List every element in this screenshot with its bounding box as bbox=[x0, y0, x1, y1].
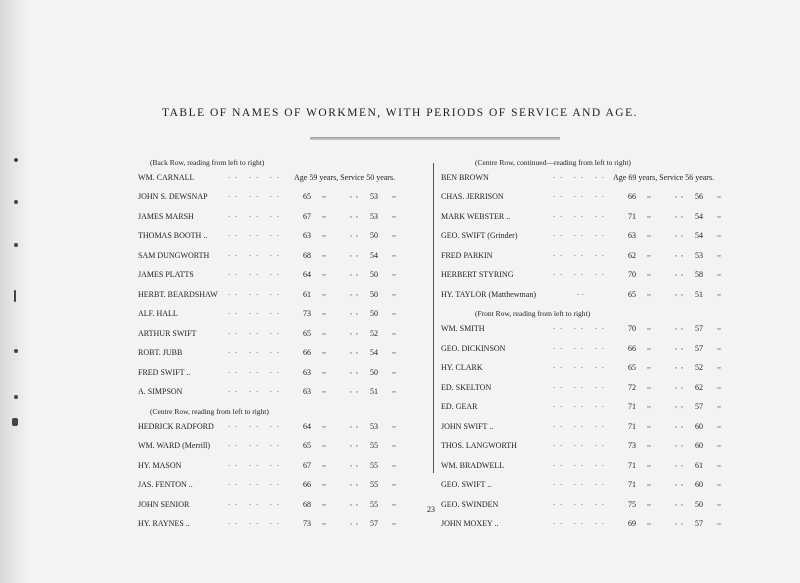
ditto-mark: ,, bbox=[675, 458, 687, 468]
ditto-mark: ,, bbox=[350, 365, 362, 375]
ditto-mark: ,, bbox=[675, 517, 687, 526]
workman-name: GEO. SWIFT (Grinder) bbox=[441, 231, 518, 240]
ditto-mark: ,, bbox=[392, 346, 396, 355]
workman-service: 57 bbox=[370, 519, 378, 528]
workman-age: 70 bbox=[628, 324, 636, 333]
ditto-mark: ,, bbox=[717, 268, 721, 277]
ditto-mark: ,, bbox=[350, 517, 362, 526]
workman-name: WM. BRADWELL bbox=[441, 460, 505, 470]
ditto-mark: ,, bbox=[350, 478, 362, 487]
leader-dots: .. .. .. bbox=[228, 346, 284, 355]
workman-row bbox=[441, 287, 745, 310]
leader-dots: .. .. .. bbox=[553, 458, 609, 468]
ditto-mark: ,, bbox=[350, 439, 362, 448]
workman-name: HY. TAYLOR (Matthewman) bbox=[441, 289, 536, 299]
ditto-mark: ,, bbox=[675, 229, 687, 238]
workman-service: 50 bbox=[370, 309, 378, 318]
workman-age: 73 bbox=[628, 441, 636, 450]
workman-name: CHAS. JERRISON bbox=[441, 192, 504, 201]
workman-age: 65 bbox=[303, 192, 311, 201]
ditto-mark: ,, bbox=[322, 478, 326, 487]
workman-service: 53 bbox=[370, 211, 378, 221]
workman-age: 67 bbox=[303, 211, 311, 221]
workman-name: HY. CLARK bbox=[441, 363, 483, 372]
leader-dots: .. .. .. bbox=[553, 400, 609, 409]
leader-dots: .. .. .. bbox=[228, 190, 284, 199]
ditto-mark: ,, bbox=[717, 322, 721, 331]
workman-name: GEO. SWINDEN bbox=[441, 499, 499, 509]
leader-dots: .. .. .. bbox=[228, 365, 284, 375]
ditto-mark: ,, bbox=[675, 439, 687, 448]
ditto-mark: ,, bbox=[717, 439, 721, 448]
ditto-mark: ,, bbox=[392, 268, 396, 277]
ditto-mark: ,, bbox=[322, 209, 326, 219]
leader-dots: .. .. .. bbox=[553, 209, 609, 219]
ditto-mark: ,, bbox=[322, 385, 326, 394]
ditto-mark: ,, bbox=[350, 287, 362, 297]
ditto-mark: ,, bbox=[392, 287, 396, 297]
ditto-mark: ,, bbox=[675, 341, 687, 351]
left-column bbox=[130, 158, 420, 539]
ditto-mark: ,, bbox=[350, 209, 362, 219]
workman-service: 57 bbox=[695, 343, 703, 353]
workman-service: 50 bbox=[370, 367, 378, 377]
ditto-mark: ,, bbox=[675, 478, 687, 487]
ditto-mark: ,, bbox=[647, 209, 651, 219]
workman-service: 51 bbox=[370, 387, 378, 396]
workman-service: 57 bbox=[695, 402, 703, 411]
workman-service: 55 bbox=[370, 499, 378, 509]
ditto-mark: ,, bbox=[350, 190, 362, 199]
section-heading-front-row: (Front Row, reading from left to right) bbox=[475, 309, 591, 318]
ditto-mark: ,, bbox=[350, 346, 362, 355]
ditto-mark: ,, bbox=[717, 341, 721, 351]
page-title: TABLE OF NAMES OF WORKMEN, WITH PERIODS OF SERVICE AND AGE. bbox=[162, 107, 638, 119]
ditto-mark: ,, bbox=[322, 365, 326, 375]
workman-name: GEO. DICKINSON bbox=[441, 343, 506, 353]
ditto-mark: ,, bbox=[675, 497, 687, 507]
leader-dots: .. .. .. bbox=[553, 268, 609, 277]
ditto-mark: ,, bbox=[717, 287, 721, 297]
section-heading-centre-row: (Centre Row, reading from left to right) bbox=[150, 406, 269, 416]
workman-service: 50 bbox=[370, 231, 378, 240]
workman-name: ARTHUR SWIFT bbox=[138, 328, 197, 338]
ditto-mark: ,, bbox=[717, 419, 721, 429]
workman-service: 58 bbox=[695, 270, 703, 279]
workman-name: THOS. LANGWORTH bbox=[441, 441, 517, 450]
ditto-mark: ,, bbox=[717, 229, 721, 238]
workman-age: 64 bbox=[303, 421, 311, 431]
workman-age: 68 bbox=[303, 499, 311, 509]
ditto-mark: ,, bbox=[350, 419, 362, 429]
workman-service: 55 bbox=[370, 480, 378, 489]
section-heading-centre-row-continued: (Centre Row, continued—reading from left to right) bbox=[475, 158, 631, 167]
workman-service: 57 bbox=[695, 324, 703, 333]
workman-age: 73 bbox=[303, 309, 311, 318]
workman-service: 51 bbox=[695, 289, 703, 299]
ditto-mark: ,, bbox=[392, 365, 396, 375]
workman-service: 50 bbox=[370, 270, 378, 279]
leader-dots: .. .. .. bbox=[553, 380, 609, 390]
ditto-mark: ,, bbox=[322, 517, 326, 526]
workman-name: HEDRICK RADFORD bbox=[138, 421, 214, 431]
leader-dots: .. .. .. bbox=[228, 458, 284, 468]
centre-row-list bbox=[130, 419, 420, 539]
ditto-mark: ,, bbox=[392, 497, 396, 507]
ditto-mark: ,, bbox=[717, 190, 721, 199]
ditto-mark: ,, bbox=[675, 209, 687, 219]
workman-age: 63 bbox=[303, 231, 311, 240]
ditto-mark: ,, bbox=[647, 361, 651, 370]
binding-mark bbox=[14, 243, 18, 247]
workman-age: 66 bbox=[303, 348, 311, 357]
workman-service: 54 bbox=[695, 211, 703, 221]
ditto-mark: ,, bbox=[647, 248, 651, 258]
ditto-mark: ,, bbox=[647, 322, 651, 331]
workman-service: 60 bbox=[695, 421, 703, 431]
ditto-mark: ,, bbox=[717, 517, 721, 526]
workman-name: ROBT. JUBB bbox=[138, 348, 183, 357]
ditto-mark: ,, bbox=[647, 287, 651, 297]
ditto-mark: ,, bbox=[647, 400, 651, 409]
ditto-mark: ,, bbox=[322, 346, 326, 355]
ditto-mark: ,, bbox=[392, 478, 396, 487]
right-column bbox=[441, 158, 745, 539]
ditto-mark: ,, bbox=[717, 248, 721, 258]
leader-dots: .. .. .. bbox=[553, 478, 609, 487]
leader-dots: .. .. .. bbox=[553, 517, 609, 526]
leader-dots: .. .. .. bbox=[228, 419, 284, 429]
page-number: 23 bbox=[427, 505, 435, 514]
ditto-mark: ,, bbox=[392, 229, 396, 238]
ditto-mark: ,, bbox=[322, 248, 326, 258]
leader-dots: .. .. .. bbox=[228, 229, 284, 238]
ditto-mark: ,, bbox=[392, 439, 396, 448]
workman-row bbox=[441, 171, 745, 185]
workman-name: FRED PARKIN bbox=[441, 250, 493, 260]
ditto-mark: ,, bbox=[675, 400, 687, 409]
workman-name: JOHN MOXEY .. bbox=[441, 519, 499, 528]
workman-name: ED. GEAR bbox=[441, 402, 478, 411]
ditto-mark: ,, bbox=[675, 268, 687, 277]
ditto-mark: ,, bbox=[392, 517, 396, 526]
workman-row bbox=[130, 173, 420, 185]
binding-mark bbox=[14, 200, 18, 204]
workman-name: MARK WEBSTER .. bbox=[441, 211, 511, 221]
leader-dots: .. .. .. bbox=[553, 229, 609, 238]
ditto-mark: ,, bbox=[350, 229, 362, 238]
leader-dots: .. .. .. bbox=[228, 171, 284, 180]
ditto-mark: ,, bbox=[647, 497, 651, 507]
leader-dots: .. .. .. bbox=[553, 190, 609, 199]
workman-age: 65 bbox=[303, 441, 311, 450]
workman-name: WM. SMITH bbox=[441, 324, 485, 333]
ditto-mark: ,, bbox=[392, 248, 396, 258]
binding-mark bbox=[14, 395, 18, 399]
workman-name: HERBT. BEARDSHAW bbox=[138, 289, 218, 299]
title-rule bbox=[310, 137, 560, 140]
ditto-mark: ,, bbox=[647, 458, 651, 468]
ditto-mark: ,, bbox=[322, 419, 326, 429]
ditto-mark: ,, bbox=[647, 517, 651, 526]
ditto-mark: ,, bbox=[392, 385, 396, 394]
ditto-mark: ,, bbox=[350, 497, 362, 507]
workman-age: 75 bbox=[628, 499, 636, 509]
workman-service: 55 bbox=[370, 460, 378, 470]
workman-age: 73 bbox=[303, 519, 311, 528]
ditto-mark: ,, bbox=[675, 361, 687, 370]
workman-name: JAMES MARSH bbox=[138, 211, 194, 221]
ditto-mark: ,, bbox=[322, 229, 326, 238]
workman-service: 50 bbox=[370, 289, 378, 299]
workman-age: 64 bbox=[303, 270, 311, 279]
ditto-mark: ,, bbox=[322, 287, 326, 297]
ditto-mark: ,, bbox=[392, 209, 396, 219]
workman-service: 50 bbox=[695, 499, 703, 509]
ditto-mark: ,, bbox=[675, 380, 687, 390]
ditto-mark: ,, bbox=[392, 190, 396, 199]
leader-dots: .. .. .. bbox=[553, 361, 609, 370]
ditto-mark: ,, bbox=[322, 268, 326, 277]
binding-mark bbox=[14, 290, 16, 302]
ditto-mark: ,, bbox=[322, 497, 326, 507]
workman-age: 62 bbox=[628, 250, 636, 260]
column-divider bbox=[433, 163, 434, 473]
leader-dots: .. .. .. bbox=[228, 439, 284, 448]
ditto-mark: ,, bbox=[717, 478, 721, 487]
ditto-mark: ,, bbox=[647, 268, 651, 277]
workman-age: 63 bbox=[303, 387, 311, 396]
workman-service: 53 bbox=[370, 192, 378, 201]
ditto-mark: ,, bbox=[717, 361, 721, 370]
workman-service: 55 bbox=[370, 441, 378, 450]
workman-age: 65 bbox=[303, 328, 311, 338]
binding-mark bbox=[14, 158, 18, 162]
workman-row bbox=[130, 387, 420, 407]
ditto-mark: ,, bbox=[322, 458, 326, 468]
workman-name: THOMAS BOOTH .. bbox=[138, 231, 208, 240]
ditto-mark: ,, bbox=[322, 326, 326, 336]
ditto-mark: ,, bbox=[392, 326, 396, 336]
ditto-mark: ,, bbox=[350, 307, 362, 316]
workman-name: WM. WARD (Merrill) bbox=[138, 441, 211, 450]
ditto-mark: ,, bbox=[647, 229, 651, 238]
ditto-mark: ,, bbox=[647, 380, 651, 390]
workman-name: JOHN SWIFT .. bbox=[441, 421, 494, 431]
workman-service: 60 bbox=[695, 441, 703, 450]
ditto-mark: ,, bbox=[647, 341, 651, 351]
leader-dots: .. .. .. bbox=[228, 307, 284, 316]
workman-name: GEO. SWIFT .. bbox=[441, 480, 492, 489]
workman-age: 70 bbox=[628, 270, 636, 279]
binding-mark bbox=[12, 418, 18, 426]
workman-name: A. SIMPSON bbox=[138, 387, 183, 396]
ditto-mark: ,, bbox=[675, 287, 687, 297]
leader-dots: .. .. .. bbox=[553, 497, 609, 507]
workman-name: HY. MASON bbox=[138, 460, 182, 470]
age-service-text: Age 59 years, Service 50 years. bbox=[294, 173, 396, 182]
section-heading-back-row: (Back Row, reading from left to right) bbox=[150, 158, 265, 167]
workman-age: 68 bbox=[303, 250, 311, 260]
ditto-mark: ,, bbox=[717, 497, 721, 507]
workman-row bbox=[441, 517, 745, 539]
workman-service: 60 bbox=[695, 480, 703, 489]
leader-dots: .. .. .. bbox=[553, 322, 609, 331]
workman-age: 65 bbox=[628, 289, 636, 299]
ditto-mark: ,, bbox=[647, 439, 651, 448]
workman-age: 71 bbox=[628, 480, 636, 489]
ditto-mark: ,, bbox=[717, 458, 721, 468]
workman-service: 53 bbox=[370, 421, 378, 431]
ditto-mark: ,, bbox=[717, 209, 721, 219]
workman-service: 54 bbox=[370, 348, 378, 357]
workman-age: 63 bbox=[628, 231, 636, 240]
workman-name: JAMES PLATTS bbox=[138, 270, 194, 279]
workman-age: 71 bbox=[628, 402, 636, 411]
workman-service: 54 bbox=[695, 231, 703, 240]
workman-service: 61 bbox=[695, 460, 703, 470]
workman-age: 66 bbox=[303, 480, 311, 489]
workman-service: 57 bbox=[695, 519, 703, 528]
workman-name: ALF. HALL bbox=[138, 309, 178, 318]
workman-row bbox=[441, 268, 745, 290]
leader-dots: .. .. .. bbox=[228, 326, 284, 336]
binding-mark bbox=[14, 349, 18, 353]
workman-age: 67 bbox=[303, 460, 311, 470]
workman-service: 54 bbox=[370, 250, 378, 260]
workman-name: ED. SKELTON bbox=[441, 382, 492, 392]
ditto-mark: ,, bbox=[350, 385, 362, 394]
ditto-mark: ,, bbox=[647, 190, 651, 199]
ditto-mark: ,, bbox=[717, 380, 721, 390]
ditto-mark: ,, bbox=[392, 458, 396, 468]
ditto-mark: ,, bbox=[392, 419, 396, 429]
workman-name: JAS. FENTON .. bbox=[138, 480, 193, 489]
workman-age: 65 bbox=[628, 363, 636, 372]
workman-age: 69 bbox=[628, 519, 636, 528]
workman-service: 62 bbox=[695, 382, 703, 392]
leader-dots: .. .. .. bbox=[228, 268, 284, 277]
back-row-list bbox=[130, 173, 420, 407]
ditto-mark: ,, bbox=[322, 190, 326, 199]
ditto-mark: ,, bbox=[647, 478, 651, 487]
leader-dots: .. .. .. bbox=[228, 209, 284, 219]
workman-name: WM. CARNALL bbox=[138, 173, 195, 182]
leader-dots: .. .. .. bbox=[228, 497, 284, 507]
centre-row-continued-list bbox=[441, 171, 745, 309]
ditto-mark: ,, bbox=[675, 190, 687, 199]
workman-service: 52 bbox=[695, 363, 703, 372]
workman-age: 66 bbox=[628, 343, 636, 353]
leader-dots: .. .. .. bbox=[228, 478, 284, 487]
workman-row bbox=[130, 519, 420, 539]
workman-age: 71 bbox=[628, 421, 636, 431]
workman-age: 66 bbox=[628, 192, 636, 201]
leader-dots: .. .. .. bbox=[553, 171, 609, 180]
ditto-mark: ,, bbox=[350, 248, 362, 258]
ditto-mark: ,, bbox=[322, 439, 326, 448]
ditto-mark: ,, bbox=[350, 326, 362, 336]
leader-dots: .. .. .. bbox=[228, 385, 284, 394]
leader-dots: .. .. .. bbox=[553, 439, 609, 448]
ditto-mark: ,, bbox=[392, 307, 396, 316]
workman-name: HERBERT STYRING bbox=[441, 270, 514, 279]
ditto-mark: ,, bbox=[647, 419, 651, 429]
ditto-mark: ,, bbox=[350, 268, 362, 277]
workman-service: 53 bbox=[695, 250, 703, 260]
workman-age: 71 bbox=[628, 460, 636, 470]
age-service-text: Age 69 years, Service 56 years. bbox=[613, 173, 715, 182]
leader-dots: .. .. .. bbox=[553, 419, 609, 429]
workman-name: JOHN SENIOR bbox=[138, 499, 190, 509]
workman-age: 61 bbox=[303, 289, 311, 299]
ditto-mark: ,, bbox=[717, 400, 721, 409]
workman-name: FRED SWIFT .. bbox=[138, 367, 191, 377]
ditto-mark: ,, bbox=[675, 248, 687, 258]
leader-dots: .. .. .. bbox=[228, 248, 284, 258]
workman-name: BEN BROWN bbox=[441, 173, 489, 182]
ditto-mark: ,, bbox=[675, 419, 687, 429]
workman-name: JOHN S. DEWSNAP bbox=[138, 192, 208, 201]
ditto-mark: ,, bbox=[322, 307, 326, 316]
workman-service: 56 bbox=[695, 192, 703, 201]
ditto-mark: ,, bbox=[350, 458, 362, 468]
leader-dots: .. bbox=[577, 287, 587, 297]
leader-dots: .. .. .. bbox=[228, 287, 284, 297]
leader-dots: .. .. .. bbox=[553, 341, 609, 351]
leader-dots: .. .. .. bbox=[228, 517, 284, 526]
workman-age: 63 bbox=[303, 367, 311, 377]
workman-service: 52 bbox=[370, 328, 378, 338]
workman-name: SAM DUNGWORTH bbox=[138, 250, 210, 260]
workman-age: 71 bbox=[628, 211, 636, 221]
ditto-mark: ,, bbox=[675, 322, 687, 331]
workman-name: HY. RAYNES .. bbox=[138, 519, 190, 528]
leader-dots: .. .. .. bbox=[553, 248, 609, 258]
workman-age: 72 bbox=[628, 382, 636, 392]
